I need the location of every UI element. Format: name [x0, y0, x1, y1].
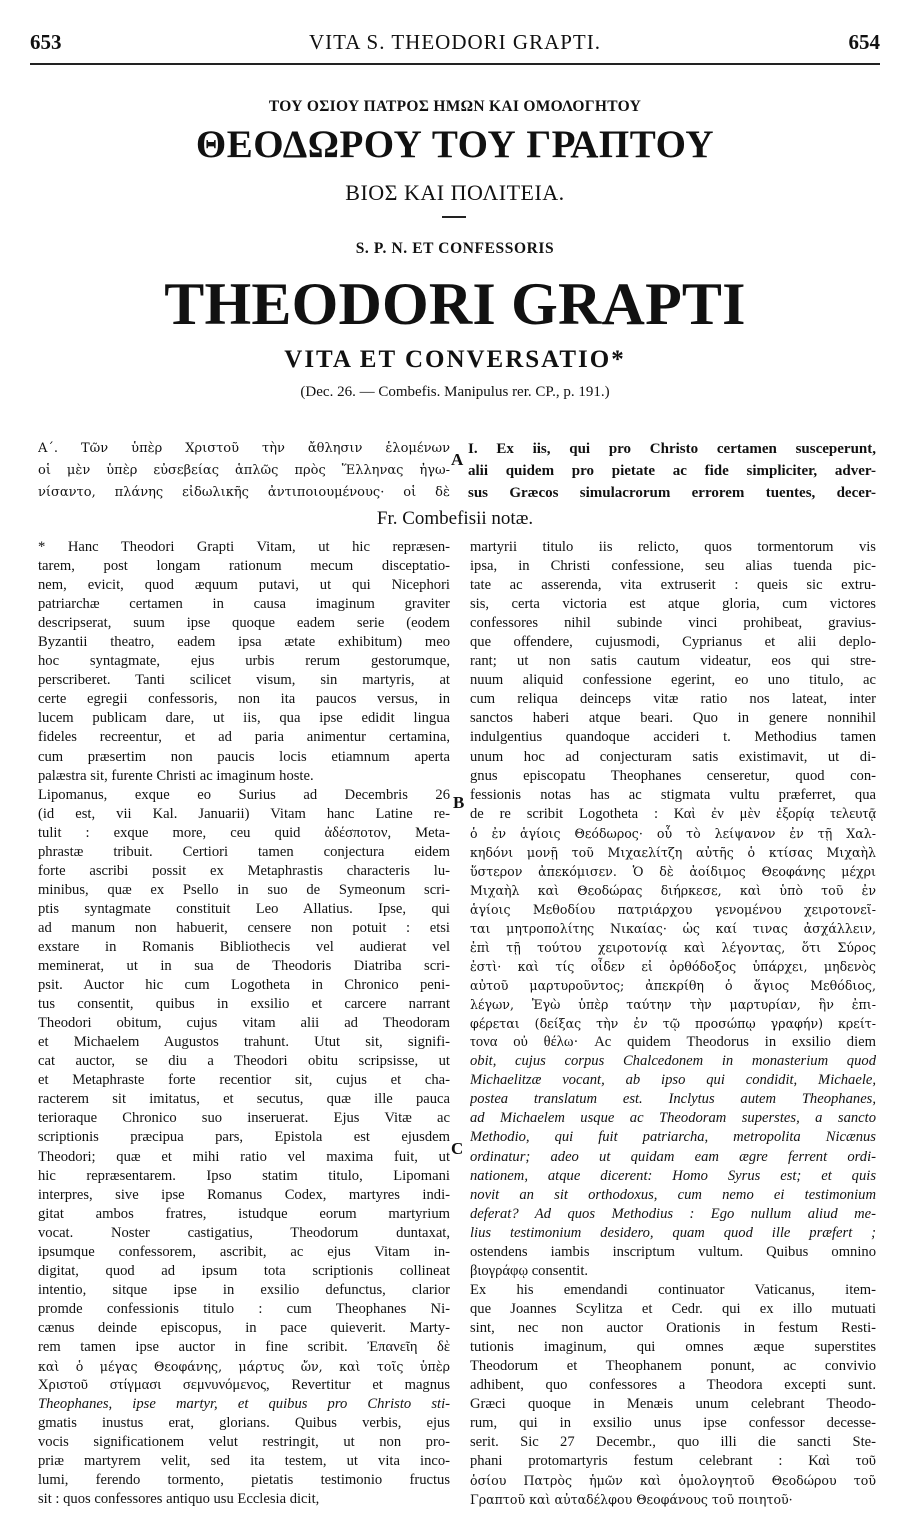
latin-opening-text — [468, 438, 876, 504]
text-line: minibus, quæ ex Psello in suo de Symeonum scri- — [38, 881, 450, 898]
text-line: que offendere, cujusmodi, Cyprianus et alii deplo- — [470, 634, 876, 651]
text-line: psit. Auctor hic cum Logotheta in Chronico peni- — [38, 977, 450, 994]
text-line: unum hoc ad conjecturam satis existimavit, ut di- — [470, 748, 876, 765]
greek-title-line-2: ΘΕΟΔΩΡΟΥ ΤΟΥ ΓΡΑΠΤΟΥ — [195, 123, 715, 166]
latin-title-line-1: S. P. N. ET CONFESSORIS — [355, 240, 555, 257]
text-line: nem, evicit, quod æquum putavi, ut qui Nicephori — [38, 577, 450, 594]
text-line: τονα οὐ θέλω· Ac quidem Theodorus in exsilio diem — [470, 1034, 876, 1051]
text-line: Theodori; quæ et mihi ratio vel maxima fuit, ut — [38, 1148, 450, 1165]
text-line: sit : quos confessores antiquo usu Ecclesia dicit, — [38, 1491, 320, 1508]
text-line: ipsa, in Christi confessione, seu alias tuenda pic- — [470, 558, 876, 575]
text-line: vocis significationem velut restringit, ut non pro- — [38, 1434, 450, 1451]
greek-opening-text — [38, 438, 450, 504]
text-line: priæ martyrem velit, sed ita testem, ut vita inco- — [38, 1453, 450, 1470]
text-line: interpres, sive ipse Romanus Codex, martyres indi- — [38, 1186, 450, 1203]
text-line: phrastæ tribuit. Certiori tamen conjectura eidem — [38, 843, 450, 860]
page-number-left: 653 — [30, 30, 62, 54]
text-line: alii quidem pro pietate ac fide simpliciter, adver- — [468, 463, 876, 479]
text-line: rum, qui in exsilio unus ipse confessor decesse- — [470, 1415, 876, 1432]
text-line: ἁγίοις Μεθοδίου πατριάρχου γενομένου χειροτονεῖ- — [470, 901, 876, 917]
text-line: novit an sit orthodoxus, cum nemo ei testimonium — [470, 1186, 876, 1203]
text-line: exstare in Romanis Bibliothecis vel audierat vel — [38, 938, 450, 955]
text-line: ostendens iambis inscriptum vultum. Quibus omnino — [470, 1243, 876, 1260]
text-line: fideles recreentur, et ad paria animentur certamina, — [38, 729, 450, 746]
text-line: patriarchæ certamen in causa imaginum graviter — [38, 596, 450, 613]
text-line: cum reliqua deinceps vitæ ratio nos lateat, inter — [470, 691, 876, 708]
text-line: promde confessionis titulo : cum Theophanes Ni- — [38, 1300, 450, 1317]
text-line: perscriberet. Tanti scilicet visum, sin martyris, at — [38, 672, 450, 689]
text-line: νίσαντο, πλάνης εἰδωλικῆς ἀντιποιουμένους· οἱ δὲ — [38, 485, 450, 500]
header-rule — [30, 63, 880, 65]
text-line: ipsumque confessorem, ascribit, ac ejus Vitam in- — [38, 1243, 450, 1260]
text-line: φέρεται (δείξας τὴν ἐν τῷ προσώπῳ γραφήν) κρείτ- — [470, 1016, 876, 1032]
notes-heading: Fr. Combefisii notæ. — [376, 508, 534, 529]
latin-title-line-3: VITA ET CONVERSATIO* — [284, 346, 626, 373]
text-line: phani protomartyris festum celebrant : Καὶ τοῦ — [470, 1453, 876, 1470]
page-number-right: 654 — [848, 30, 880, 54]
text-line: Græci quoque in Menæis unum celebrant Theodo- — [470, 1396, 876, 1413]
text-line: tate ac asserenda, vita extruserit : queis sic extru- — [470, 577, 876, 594]
text-line: Theodorum et Theophanem ponunt, ac convivio — [470, 1358, 876, 1375]
text-line: postea translatum est. Inclytus autem Theophanes, — [470, 1091, 876, 1108]
text-line: ἐπὶ τῇ τούτου χειροτονίᾳ καὶ λέγοντας, ὅτι Σύρος — [470, 939, 876, 955]
title-divider — [442, 216, 466, 218]
text-line: αὐτοῦ μαρτυροῦντος; ἀπεκρίθη ὁ ἅγιος Μεθόδιος, — [470, 978, 876, 994]
text-line: racterem sit imitatus, et secutus, quæ ille pauca — [38, 1091, 450, 1108]
text-line: Theodori obitum, cujus vitam alii ad Theodoram — [38, 1015, 450, 1032]
section-mark-a: A — [451, 450, 464, 469]
greek-title-line-1: ΤΟΥ ΟΣΙΟΥ ΠΑΤΡΟΣ ΗΜΩΝ ΚΑΙ ΟΜΟΛΟΓΗΤΟΥ — [268, 98, 642, 115]
text-line: ad manum non habuerit, censere non potuit : etsi — [38, 919, 450, 936]
text-line: meminerat, ut in sua de Theodoris Diatriba scri- — [38, 958, 450, 975]
text-line: ptis syntagmate constituit Leo Allatius. Ipse, qui — [38, 900, 450, 917]
text-line: Methodio, qui fuit patriarcha, metropolita Nicænus — [470, 1129, 876, 1146]
section-mark-b: B — [453, 793, 465, 812]
text-line: ται μητροπολίτης Νικαίας· ὡς καί τινας ἀσχάλλειν, — [470, 920, 876, 936]
text-line: scriptionis præcipua pars, Epistola est ejusdem — [38, 1129, 450, 1146]
text-line: gnus episcopatu Theophanes censeretur, quod con- — [470, 767, 876, 784]
text-line: sint, nec non auctor Orationis in festum Resti- — [470, 1319, 876, 1336]
notes-right-column — [470, 538, 876, 1509]
text-line: digitat, quod ad ipsum tota scriptionis collineat — [38, 1262, 450, 1279]
text-line: ἐστὶ· καὶ τίς οἶδεν εἰ ὀρθόδοξος ὑπάρχει, μηδενὸς — [470, 959, 876, 975]
text-line: cum præsertim non paucis locis etiamnum aperta — [38, 748, 450, 765]
notes-left-column — [38, 538, 450, 1509]
running-header — [30, 30, 880, 64]
text-line: deferat? Ad quos Methodius : Ego nullum aliud me- — [470, 1205, 876, 1222]
text-line: sis, certa victoria est atque gloria, cum victores — [470, 596, 876, 613]
text-line: ὁ ἐν ἁγίοις Θεόδωρος· οὗ τὸ λείψανον ἐν τῇ Χαλ- — [470, 825, 876, 841]
text-line: tus consentit, quibus in exsilio et carcere narrant — [38, 996, 450, 1013]
text-line: ὁσίου Πατρὸς ἡμῶν καὶ ὁμολογητοῦ Θεοδώρου τοῦ — [470, 1473, 876, 1489]
text-line: lumi, ferendo tormento, pietatis testimonio fructus — [38, 1472, 450, 1489]
text-line: et Metaphraste forte recentior sit, cujus et cha- — [38, 1072, 450, 1089]
text-line: vocat. Noster castigatius, Theodorum duntaxat, — [38, 1224, 450, 1241]
latin-title-line-2: THEODORI GRAPTI — [164, 271, 746, 337]
text-line: de re scribit Logotheta : Καὶ ἐν μὲν ἐξορίᾳ τελευτᾷ — [470, 805, 876, 822]
text-line: confessores nihil subinde vinci prohibeat, gravius- — [470, 615, 876, 632]
text-line: gmatis inustus erat, glorians. Quibus verbis, ejus — [38, 1415, 450, 1432]
text-line: lius testimonium desidero, quam quod ille præfert ; — [470, 1224, 876, 1241]
text-line: que Joannes Scylitza et Cedr. qui ex illo mutuati — [470, 1300, 876, 1317]
text-line: Ex his emendandi continuator Vaticanus, item- — [470, 1281, 876, 1298]
text-line: palæstra sit, furente Christi ac imaginum hoste. — [38, 767, 314, 784]
text-line: certe egregii confessoris, non ita paucos versus, in — [38, 691, 450, 708]
text-line: ὕστερον ἀπεκόμισεν. Ὁ δὲ ἀοίδιμος Θεοφάνης μέχρι — [470, 863, 876, 879]
text-line: descripserat, suum ipse quoque eadem serie (eodem — [38, 615, 450, 632]
text-line: hic repræsentarem. Ipso statim titulo, Lipomani — [38, 1167, 450, 1184]
text-line: indulgentius quandoque accideri t. Methodius tamen — [470, 729, 876, 746]
text-line: Γραπτοῦ καὶ αὐταδέλφου Θεοφάνους τοῦ ποιητοῦ· — [470, 1492, 793, 1508]
running-title: VITA S. THEODORI GRAPTI. — [308, 30, 602, 54]
text-line: tutionis imaginum, qui omnes æque superstites — [470, 1338, 876, 1355]
text-line: obit, cujus corpus Chalcedonem in monasterium quod — [470, 1053, 876, 1070]
text-line: serit. Sic 27 Decembr., quo illi die sancti Ste- — [470, 1434, 876, 1451]
text-line: κηδόνι μονῇ τοῦ Μιχαελίτζη αὐτῆς ὁ κτίσας Μιχαὴλ — [470, 844, 876, 860]
text-line: forte ascribi possit ex Metaphrastis characteris lu- — [38, 862, 450, 879]
text-line: sus Græcos simulacrorum errorem tuentes, decer- — [468, 485, 876, 501]
text-line: λέγων, Ἐγὼ ὑπὲρ ταύτην τὴν μαρτυρίαν, ἣν ἐπι- — [470, 997, 876, 1013]
text-line: intentio, sitque ipse in exsilio defunctus, clarior — [38, 1281, 450, 1298]
text-line: fessionis notas has ac stigmata vultu præferret, qua — [470, 786, 876, 803]
text-line: I. Ex iis, qui pro Christo certamen susceperunt, — [468, 441, 876, 457]
text-line: lucem publicam dare, ut iis, qua ipse edidit lingua — [38, 710, 450, 727]
text-line: tarem, post longam rationum mecum disceptatio- — [38, 558, 450, 575]
text-line: hoc syntagmate, ejus urbis rerum gestorumque, — [38, 653, 450, 670]
text-line: Α΄. Τῶν ὑπὲρ Χριστοῦ τὴν ἄθλησιν ἑλομένων — [38, 441, 450, 456]
text-line: nuum aliquid confessione egerint, eo uno titulo, ac — [470, 672, 876, 689]
text-line: rem tamen ipse auctor in fine scribit. Ἐπανεῖη δὲ — [38, 1338, 450, 1355]
text-line: Χριστοῦ στίγμασι σεμνυνόμενος, Revertitur et magnus — [38, 1377, 450, 1394]
text-line: adhibent, quo confessores a Theodora excepti sunt. — [470, 1377, 876, 1394]
text-line: martyrii titulo iis relicto, quos tormentorum vis — [470, 539, 876, 555]
text-line: cænus deinde episcopus, in pace quieverit. Marty- — [38, 1319, 450, 1336]
text-line: rant; ut non satis cautum videatur, eos qui stre- — [470, 653, 876, 670]
text-line: sanctos haberi atque beari. Quo in genere nonnihil — [470, 710, 876, 727]
text-line: οἱ μὲν ὑπὲρ εὐσεβείας ἁπλῶς πρὸς Ἕλληνας ἠγω- — [38, 463, 450, 478]
text-line: Lipomanus, exque eo Surius ad Decembris 26 — [38, 786, 450, 803]
text-line: βιογράφῳ consentit. — [470, 1262, 589, 1279]
text-line: * Hanc Theodori Grapti Vitam, ut hic repræsen- — [38, 539, 450, 555]
text-line: Michaelitzæ vocant, ab ipso qui condidit, Michaele, — [470, 1072, 876, 1089]
text-line: ordinatur; adeo ut quidam eam ægre ferrent ordi- — [470, 1148, 876, 1165]
text-line: ad Michaelem usque ac Theodoram superstes, a sancto — [470, 1110, 876, 1127]
section-mark-c: C — [451, 1139, 464, 1158]
text-line: Byzantii theatro, eadem ipsa ætate exhibitum) meo — [38, 634, 450, 651]
text-line: (id est, vii Kal. Januarii) Vitam hanc Latine re- — [38, 805, 450, 822]
text-line: καὶ ὁ μέγας Θεοφάνης, μάρτυς ὤν, καὶ τοῖς ὑπὲρ — [38, 1359, 450, 1375]
text-line: et Michaelem Augustos trahunt. Utut sit, signifi- — [38, 1034, 450, 1051]
text-line: tulit : exque more, ceu quid ἀδέσποτον, Meta- — [38, 824, 450, 841]
text-line: gitat ambos fratres, istudque eorum martyrium — [38, 1205, 450, 1222]
text-line: terioraque Chronico suo inseruerat. Ejus Vitæ ac — [38, 1110, 450, 1127]
text-line: cat auctor, se diu a Theodori obitu scripsisse, ut — [38, 1053, 450, 1070]
text-line: Theophanes, ipse martyr, et quibus pro Christo sti- — [38, 1396, 450, 1413]
greek-title-line-3: ΒΙΟΣ ΚΑΙ ΠΟΛΙΤΕΙΑ. — [345, 180, 565, 205]
text-line: nationem, atque dicerent: Homo Syrus est; et quis — [470, 1167, 876, 1184]
text-line: Μιχαὴλ καὶ Θεοδώρας διήρκεσε, καὶ ὑπὸ τοῦ ἐν — [470, 882, 876, 898]
source-reference: (Dec. 26. — Combefis. Manipulus rer. CP., p. 191.) — [300, 384, 610, 400]
